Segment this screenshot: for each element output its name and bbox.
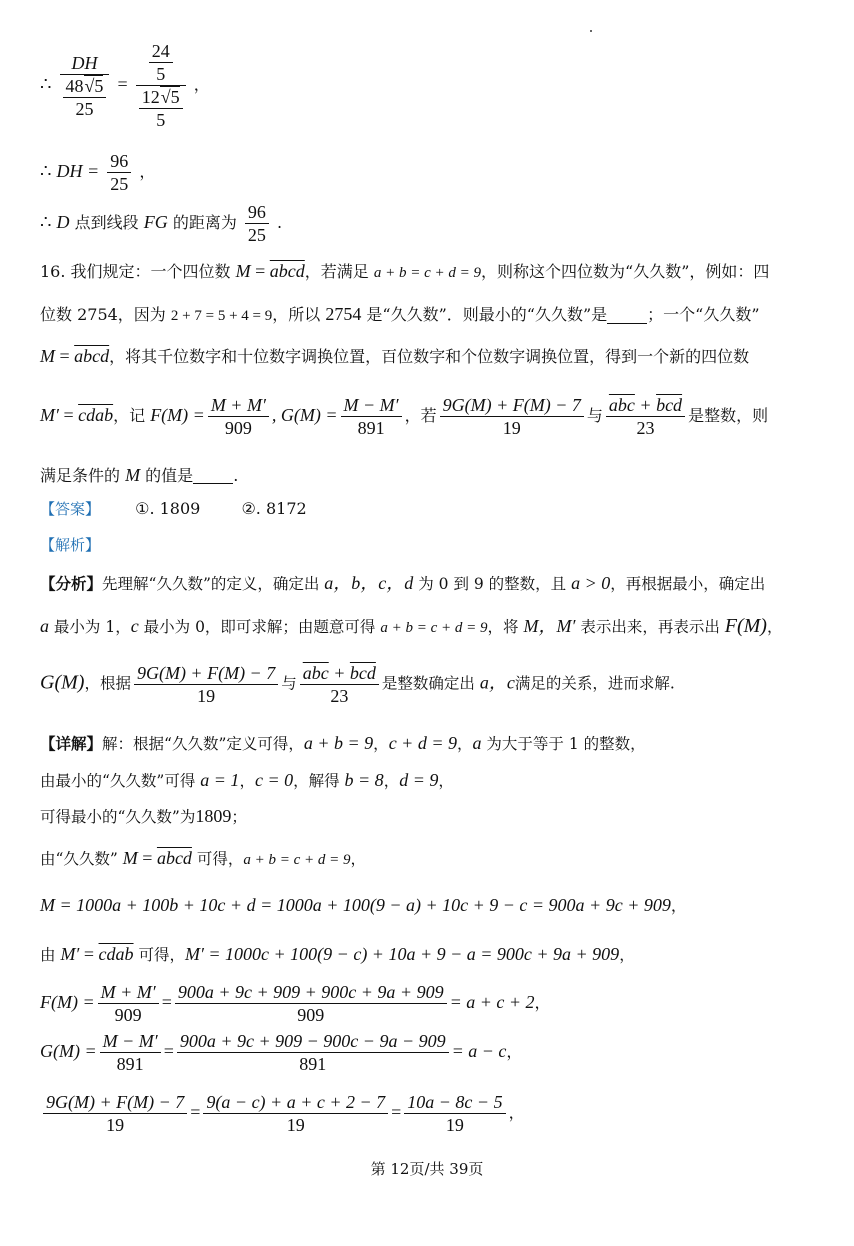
- text: ；一个“久久数”: [647, 305, 760, 324]
- equals-sign: =: [137, 848, 157, 868]
- equals-sign: =: [58, 405, 79, 425]
- text: 是“久久数”．则最小的“久久数”是: [361, 305, 608, 324]
- overline-abcd: abcd: [74, 346, 110, 366]
- text: 可得，: [133, 946, 185, 964]
- fraction-h: [134, 664, 278, 705]
- text: ，: [506, 1042, 523, 1061]
- answer-line: [40, 501, 307, 517]
- vars: a，c: [479, 672, 515, 693]
- equation-dh: [40, 152, 155, 193]
- fraction-numerator: 96: [245, 203, 269, 224]
- segment-fg: FG: [143, 212, 168, 232]
- fraction-numerator: [300, 664, 379, 685]
- fraction-numerator: [136, 42, 186, 86]
- fraction-numerator: 9G(M) + F(M) − 7: [134, 664, 278, 685]
- fraction-numerator: [606, 396, 685, 417]
- fraction: [98, 983, 159, 1024]
- fraction-96-25: [245, 203, 269, 244]
- overline-abc: $\overline{abc}$: [302, 663, 329, 683]
- result: = a − c: [451, 1041, 507, 1061]
- equals-sign: =: [391, 1102, 402, 1122]
- xiangjie-tag: 【详解】: [40, 734, 103, 753]
- fraction: [43, 1093, 187, 1134]
- text: 最小为 1，: [49, 618, 131, 636]
- text: ；: [231, 808, 247, 826]
- number-2754: 2754: [325, 304, 362, 324]
- fraction: [175, 983, 447, 1024]
- fraction: [177, 1032, 449, 1073]
- overline-abcd: abcd: [156, 848, 192, 868]
- var-m: M: [122, 848, 138, 868]
- overline-bcd: $\overline{bcd}$: [656, 395, 683, 415]
- num-part: 48: [65, 75, 84, 96]
- equation: b = 8: [344, 770, 384, 790]
- equals-sign: =: [55, 346, 75, 366]
- equation: c + d = 9: [388, 733, 457, 753]
- xiangjie-line-6: [40, 945, 635, 964]
- text: 由最小的“久久数”可得: [40, 772, 201, 790]
- fraction-dh: [60, 54, 110, 118]
- fraction-denominator: [60, 75, 110, 118]
- xiangjie-line-2: [40, 771, 454, 790]
- condition: a + b = c + d = 9: [380, 620, 488, 636]
- equals-sign: =: [190, 1102, 201, 1122]
- text: 为大于等于 1 的整数，: [481, 735, 646, 753]
- fraction-numerator: 900a + 9c + 909 + 900c + 9a + 909: [175, 983, 447, 1004]
- analysis-line: [40, 537, 100, 553]
- text: 由“久久数”: [40, 850, 123, 868]
- var-a: a: [40, 616, 49, 636]
- expansion-m-prime: M′ = 1000c + 100(9 − c) + 10a + 9 − a = 900c + 9a + 909: [184, 944, 620, 964]
- text: 可得，: [191, 850, 244, 868]
- nested-numerator: 24: [149, 42, 173, 63]
- equation: a = 1: [200, 770, 240, 790]
- text: 先理解“久久数”的定义，确定出: [102, 575, 325, 593]
- question-16-line-2: [40, 305, 760, 324]
- text: 的距离为: [167, 213, 237, 232]
- fraction-96-25: [107, 152, 131, 193]
- plus-sign: +: [328, 663, 350, 683]
- fraction-h: [440, 396, 584, 437]
- text: 可得最小的“久久数”为: [40, 808, 196, 826]
- equation-lhs: DH =: [56, 161, 100, 181]
- question-16-line-4: [40, 396, 768, 437]
- g-of-m: , G(M) =: [271, 405, 338, 425]
- punctuation: .: [277, 213, 283, 232]
- fraction-denominator: 25: [247, 225, 266, 245]
- text: 解：根据“久久数”定义可得，: [102, 735, 304, 753]
- fraction-denominator: 23: [330, 686, 349, 706]
- fraction-numerator: M − M′: [341, 396, 402, 417]
- text: ，若满足: [304, 262, 374, 281]
- question-16-line-5: [40, 466, 238, 484]
- text: ，: [239, 772, 255, 790]
- text: ，将: [487, 618, 524, 636]
- page-footer: 第 12页/共 39页: [370, 1160, 484, 1178]
- equation: d = 9: [399, 770, 439, 790]
- f-of-m: F(M): [724, 615, 767, 637]
- fraction-denominator: 19: [445, 1115, 464, 1135]
- therefore-symbol: ∴: [40, 161, 52, 181]
- expansion-m: M = 1000a + 100b + 10c + d = 1000a + 100(9 − a) + 10c + 9 − c = 900a + 9c + 909: [40, 895, 671, 915]
- fraction-denominator: 19: [106, 1115, 125, 1135]
- fraction-numerator: M + M′: [208, 396, 269, 417]
- text: ，: [534, 993, 551, 1012]
- question-16-line-3: [40, 347, 749, 365]
- analysis-tag: 【解析】: [40, 536, 101, 554]
- text: 满足的关系，进而求解.: [514, 674, 675, 693]
- num-part: 12: [141, 87, 160, 107]
- equals-sign: =: [250, 261, 270, 281]
- text: ，: [619, 946, 635, 964]
- xiangjie-line-4: [40, 849, 366, 868]
- xiangjie-line-7: [40, 983, 551, 1024]
- text: 由: [40, 946, 61, 964]
- text: ，: [373, 735, 389, 753]
- nested-denominator: 5: [156, 64, 166, 84]
- f-of-m: F(M) =: [40, 992, 95, 1012]
- vars: M，M′: [523, 616, 576, 636]
- fraction-denominator: 891: [357, 418, 385, 438]
- xiangjie-line-5: [40, 896, 687, 914]
- fraction-i: [606, 396, 685, 437]
- answer-blank-1: [607, 307, 647, 324]
- equation: a + b = 9: [303, 733, 374, 753]
- var-m: M: [40, 346, 55, 366]
- fraction-rhs: [136, 42, 186, 129]
- therefore-symbol: ∴: [40, 212, 52, 232]
- text: 表示出来，再表示出: [575, 618, 725, 636]
- fraction-denominator: 19: [502, 418, 521, 438]
- nested-numerator: [139, 88, 183, 109]
- fraction-numerator: 9(a − c) + a + c + 2 − 7: [203, 1093, 388, 1114]
- text: ，根据: [84, 674, 131, 693]
- text: 是整数确定出: [381, 674, 480, 693]
- equals-sign: =: [117, 74, 128, 94]
- text: 最小为 0，即可求解；由题意可得: [138, 618, 381, 636]
- fraction-numerator: DH: [60, 54, 110, 75]
- fraction-denominator: 909: [297, 1005, 325, 1025]
- text: ，: [508, 1103, 525, 1122]
- condition: a + b = c + d = 9: [373, 265, 482, 281]
- text: ，若: [404, 406, 437, 425]
- fraction-denominator: 19: [286, 1115, 305, 1135]
- text: .: [233, 466, 239, 485]
- answer-tag: 【答案】: [40, 500, 101, 518]
- stray-dot: [590, 30, 592, 32]
- example-math: 2 + 7 = 5 + 4 = 9: [170, 308, 273, 324]
- text: ，: [456, 735, 473, 753]
- text: 位数 2754，因为: [40, 305, 171, 324]
- text: 满足条件的: [40, 466, 126, 485]
- fraction: [203, 1093, 388, 1134]
- fraction-numerator: 10a − 8c − 5: [404, 1093, 505, 1114]
- text: 与: [586, 406, 603, 425]
- plus-sign: +: [634, 395, 657, 415]
- overline-cdab: cdab: [98, 944, 134, 964]
- fraction-numerator: M − M′: [100, 1032, 161, 1053]
- fraction-denominator: [136, 86, 186, 129]
- equals-sign: =: [161, 992, 172, 1012]
- fraction-denominator: 909: [114, 1005, 142, 1025]
- answer-1: ①. 1809: [135, 499, 201, 518]
- nested-denominator: 5: [156, 110, 166, 130]
- fraction-denominator: 909: [224, 418, 252, 438]
- text: ，记: [113, 406, 151, 425]
- fenxi-tag: 【分析】: [40, 574, 103, 593]
- fraction-f: [208, 396, 269, 437]
- point-d: D: [56, 212, 70, 232]
- number-1809: 1809: [195, 806, 232, 826]
- text: ，: [670, 896, 687, 915]
- fraction: [404, 1093, 505, 1134]
- text: 是整数，则: [688, 406, 769, 425]
- overline-cdab: cdab: [78, 405, 114, 425]
- text: ，解得: [293, 772, 345, 790]
- text: ，: [350, 850, 367, 868]
- var-m: M: [235, 261, 251, 281]
- therefore-symbol: ∴: [40, 74, 52, 94]
- answer-blank-2: [193, 467, 233, 484]
- fraction-denominator: 891: [299, 1054, 327, 1074]
- xiangjie-line-1: [40, 734, 646, 753]
- text: 与: [281, 674, 297, 693]
- fraction-denominator: 25: [110, 174, 129, 194]
- xiangjie-line-3: [40, 807, 247, 826]
- vars: a，b，c，d: [324, 573, 414, 593]
- text: ，将其千位数字和十位数字调换位置，百位数字和个位数字调换位置，得到一个新的四位数: [109, 347, 750, 366]
- text: ，所以: [272, 305, 326, 324]
- fraction-numerator: 9G(M) + F(M) − 7: [440, 396, 584, 417]
- text: ，: [383, 772, 400, 790]
- var-m: M: [125, 465, 141, 485]
- fraction-i: [300, 664, 379, 705]
- text: ，: [766, 618, 783, 636]
- nested-fraction: [139, 88, 183, 129]
- var-m-prime: M′: [40, 405, 59, 425]
- text: 点到线段: [69, 213, 144, 232]
- condition: a + b = c + d = 9: [243, 852, 351, 868]
- fraction-denominator: 19: [197, 686, 216, 706]
- answer-2: ②. 8172: [241, 499, 307, 518]
- nested-fraction: [149, 42, 173, 83]
- punctuation: ，: [139, 162, 156, 181]
- fenxi-line-1: [40, 574, 765, 593]
- text: 16. 我们规定：一个四位数: [40, 262, 236, 281]
- overline-bcd: $\overline{bcd}$: [349, 663, 376, 683]
- nested-numerator: [63, 77, 107, 98]
- fraction-numerator: 96: [107, 152, 131, 173]
- equation-ratio: [40, 42, 210, 129]
- fraction-denominator: 23: [636, 418, 655, 438]
- sqrt-5: √5: [84, 75, 104, 96]
- text: 的值是: [140, 466, 194, 485]
- fraction-numerator: M + M′: [98, 983, 159, 1004]
- xiangjie-line-9: [40, 1093, 525, 1134]
- var-m-prime: M′: [60, 944, 80, 964]
- result: = a + c + 2: [449, 992, 535, 1012]
- equals-sign: =: [163, 1041, 174, 1061]
- var-c: c: [130, 616, 139, 636]
- xiangjie-line-8: [40, 1032, 522, 1073]
- text: ，: [438, 772, 454, 790]
- question-16-line-1: [40, 262, 769, 281]
- equation-distance: [40, 203, 282, 244]
- f-of-m: F(M) =: [150, 405, 205, 425]
- text: ，则称这个四位数为“久久数”，例如：四: [481, 262, 770, 281]
- fenxi-line-3: [40, 664, 675, 705]
- fraction-denominator: 891: [116, 1054, 144, 1074]
- nested-denominator: 25: [75, 98, 94, 119]
- fenxi-line-2: [40, 616, 782, 636]
- overline-abc: $\overline{abc}$: [608, 395, 635, 415]
- equals-sign: =: [79, 944, 99, 964]
- fraction-numerator: 9G(M) + F(M) − 7: [43, 1093, 187, 1114]
- nested-fraction: [63, 77, 107, 118]
- fraction: [100, 1032, 161, 1073]
- punctuation: ，: [193, 75, 210, 94]
- overline-abcd: abcd: [269, 261, 305, 281]
- condition: a > 0: [571, 573, 611, 593]
- text: ，再根据最小，确定出: [610, 575, 766, 593]
- g-of-m: G(M) =: [40, 1041, 97, 1061]
- fraction-g: [341, 396, 402, 437]
- g-of-m: G(M): [40, 671, 85, 694]
- sqrt-5: √5: [160, 87, 180, 107]
- text: 为 0 到 9 的整数，且: [413, 575, 572, 593]
- var-a: a: [472, 733, 482, 753]
- fraction-numerator: 900a + 9c + 909 − 900c − 9a − 909: [177, 1032, 449, 1053]
- equation: c = 0: [254, 770, 294, 790]
